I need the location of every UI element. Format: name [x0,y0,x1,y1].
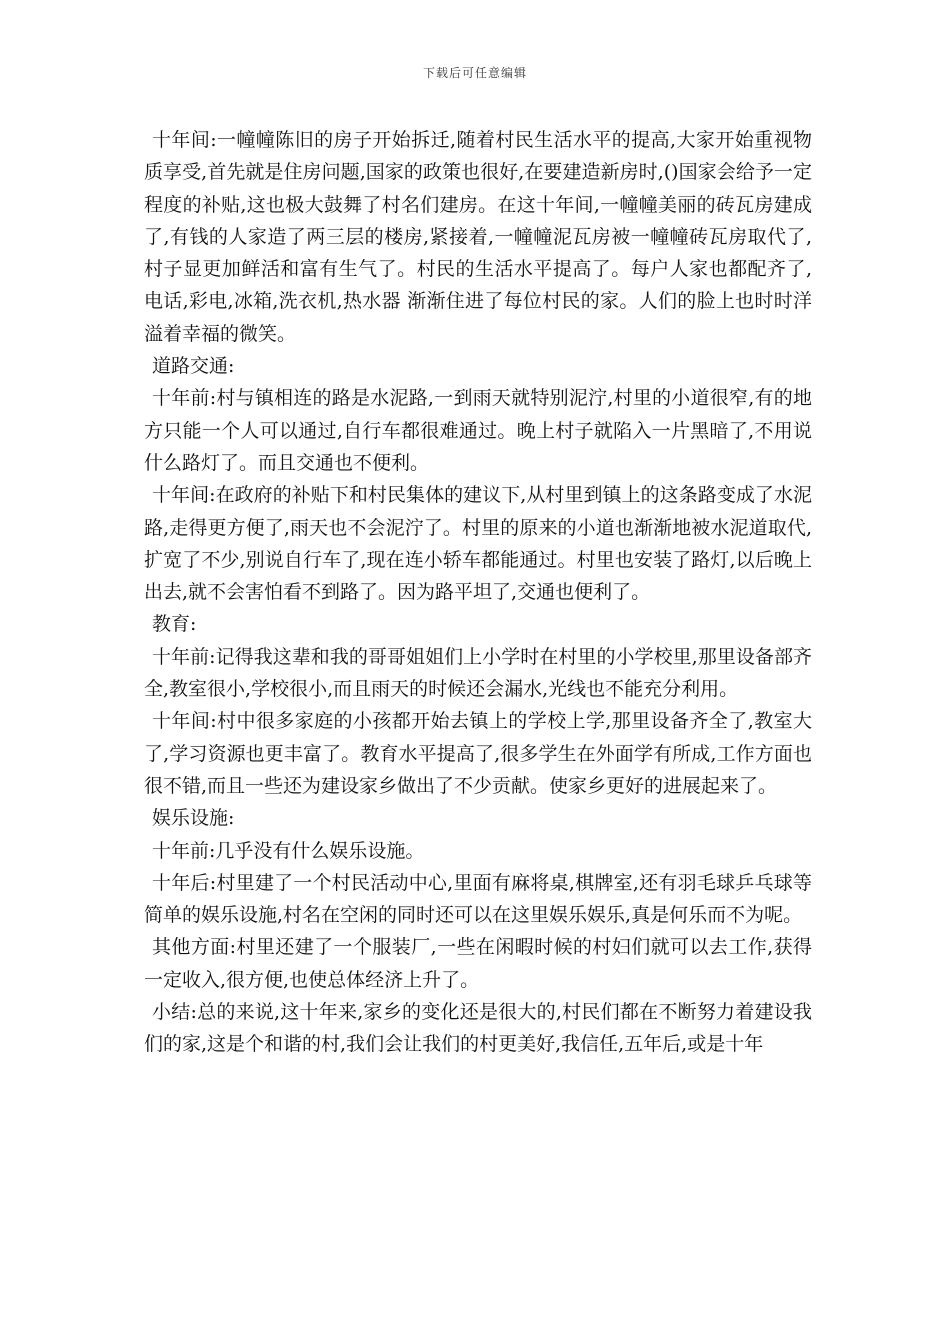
section-heading-education: 教育: [152,613,197,636]
paragraph-entertainment-after: 十年后:村里建了一个村民活动中心,里面有麻将桌,棋牌室,还有羽毛球乒乓球等简单的娱乐设施,村名在空闲的同时还可以在这里娱乐娱乐,真是何乐而不为呢。 [144,871,812,927]
page-header: 下载后可任意编辑 [422,66,527,80]
paragraph-other-aspects: 其他方面:村里还建了一个服装厂,一些在闲暇时候的村妇们就可以去工作,获得一定收入,很方便,也使总体经济上升了。 [144,936,812,991]
section-heading-entertainment: 娱乐设施: [152,807,235,830]
section-heading-transport: 道路交通: [152,355,235,378]
paragraph-summary: 小结:总的来说,这十年来,家乡的变化还是很大的,村民们都在不断努力着建设我们的家,这是个和谐的村,我们会让我们的村更美好,我信任,五年后,或是十年 [144,1001,812,1056]
paragraph-housing-after: 十年间:一幢幢陈旧的房子开始拆迁,随着村民生活水平的提高,大家开始重视物质享受,首先就是住房问题,国家的政策也很好,在要建造新房时,()国家会给予一定程度的补贴,这也极大鼓舞了村名们建房。在这十年间,一幢幢美丽的砖瓦房建成了,有钱的人家造了两三层的楼房,紧接着,一幢幢泥瓦房被一幢幢砖瓦房取代了,村子显更加鲜活和富有生气了。村民的生活水平提高了。每户人家也都配齐了,电话,彩电,冰箱,洗衣机,热水器 渐渐住进了每位村民的家。人们的脸上也时时洋溢着幸福的微笑。 [144,129,812,345]
paragraph-transport-before: 十年前:村与镇相连的路是水泥路,一到雨天就特别泥泞,村里的小道很窄,有的地方只能一个人可以通过,自行车都很难通过。晚上村子就陷入一片黑暗了,不用说什么路灯了。而且交通也不便利。 [144,387,812,474]
paragraph-education-after: 十年间:村中很多家庭的小孩都开始去镇上的学校上学,那里设备齐全了,教室大了,学习资源也更丰富了。教育水平提高了,很多学生在外面学有所成,工作方面也很不错,而且一些还为建设家乡做出了不少贡献。使家乡更好的进展起来了。 [144,710,812,797]
document-body [144,124,812,1061]
paragraph-education-before: 十年前:记得我这辈和我的哥哥姐姐们上小学时在村里的小学校里,那里设备部齐全,教室很小,学校很小,而且雨天的时候还会漏水,光线也不能充分利用。 [144,645,812,701]
paragraph-transport-after: 十年间:在政府的补贴下和村民集体的建议下,从村里到镇上的这条路变成了水泥路,走得更方便了,雨天也不会泥泞了。村里的原来的小道也渐渐地被水泥道取代,扩宽了不少,别说自行车了,现在连小轿车都能通过。村里也安装了路灯,以后晚上出去,就不会害怕看不到路了。因为路平坦了,交通也便利了。 [144,484,812,604]
paragraph-entertainment-before: 十年前:几乎没有什么娱乐设施。 [152,839,425,862]
